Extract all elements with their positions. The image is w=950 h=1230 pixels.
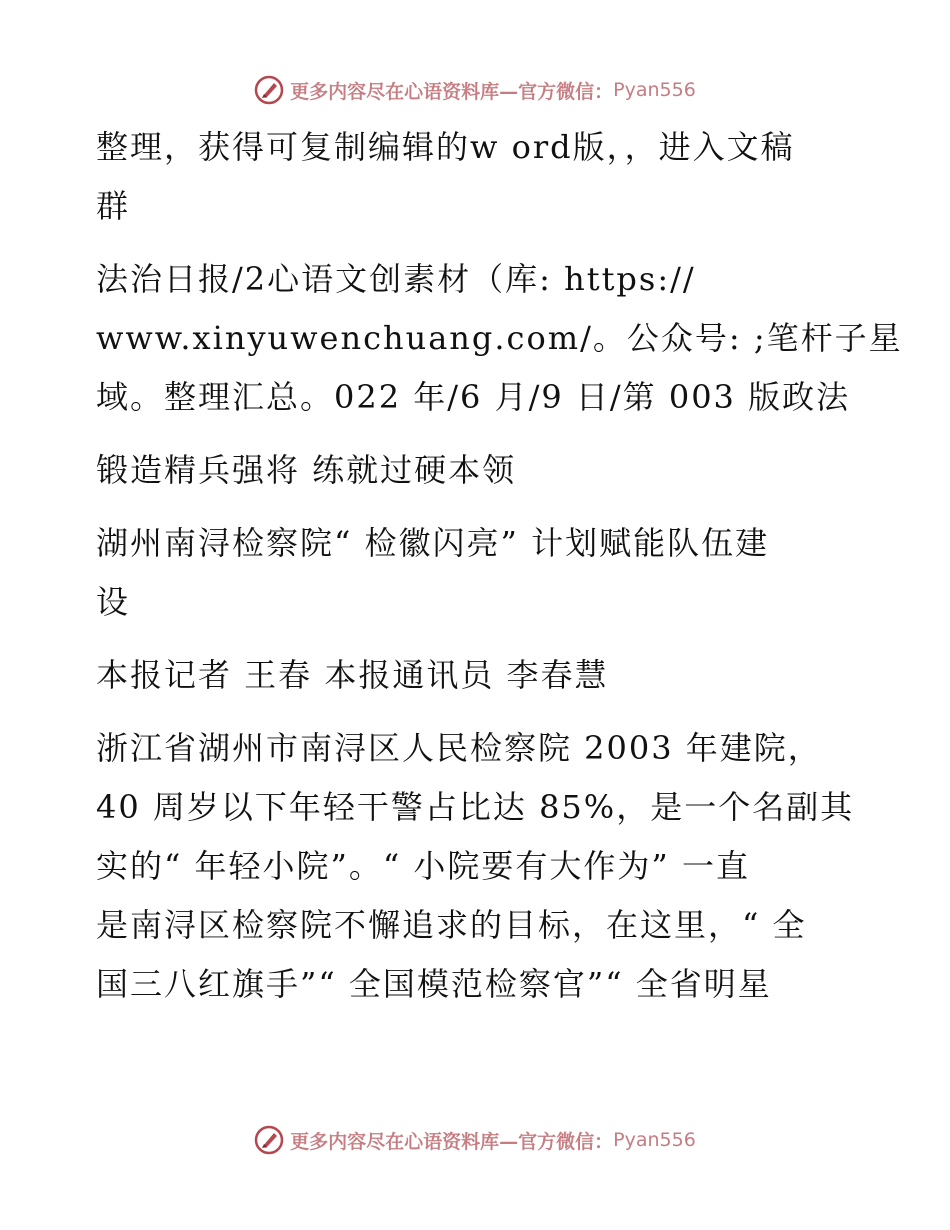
banner-account: Pyan556 [613, 1129, 696, 1151]
text-line: 湖州南浔检察院“ 检徽闪亮” 计划赋能队伍建 [96, 524, 770, 562]
text-line: 本报记者 王春 本报通讯员 李春慧 [96, 656, 609, 694]
paragraph-source [96, 250, 903, 427]
text-line: 域。整理汇总。022 年/6 月/9 日/第 003 版政法 [96, 378, 851, 416]
text-line: 是南浔区检察院不懈追求的目标，在这里，“ 全 [96, 906, 807, 944]
article-byline [96, 646, 856, 705]
text-line: 群 [96, 187, 131, 225]
pen-seal-icon [254, 1125, 284, 1155]
text-line: 锻造精兵强将 练就过硬本领 [96, 451, 517, 489]
article-headline [96, 441, 856, 500]
document-body [96, 118, 903, 1028]
banner-text: 更多内容尽在心语资料库—官方微信： [290, 80, 614, 103]
text-line: www.xinyuwenchuang.com/。公众号: ;笔杆子星 [96, 319, 903, 357]
banner-text: 更多内容尽在心语资料库—官方微信： [290, 1130, 614, 1153]
text-line: 40 周岁以下年轻干警占比达 85%，是一个名副其 [96, 788, 855, 826]
text-line: 整理，获得可复制编辑的w ord版，，进入文稿 [96, 128, 795, 166]
banner-account: Pyan556 [613, 79, 696, 101]
text-line: 浙江省湖州市南浔区人民检察院 2003 年建院， [96, 729, 822, 767]
text-line: 国三八红旗手”“ 全国模范检察官”“ 全省明星 [96, 965, 772, 1003]
footer-banner [0, 1120, 950, 1160]
text-line: 设 [96, 583, 131, 621]
text-line: 法治日报/2心语文创素材（库: https:// [96, 260, 696, 298]
pen-seal-icon [254, 75, 284, 105]
article-body-paragraph [96, 719, 856, 1014]
paragraph-intro [96, 118, 856, 236]
header-banner [0, 70, 950, 110]
text-line: 实的“ 年轻小院”。“ 小院要有大作为” 一直 [96, 847, 750, 885]
article-subheadline [96, 514, 856, 632]
